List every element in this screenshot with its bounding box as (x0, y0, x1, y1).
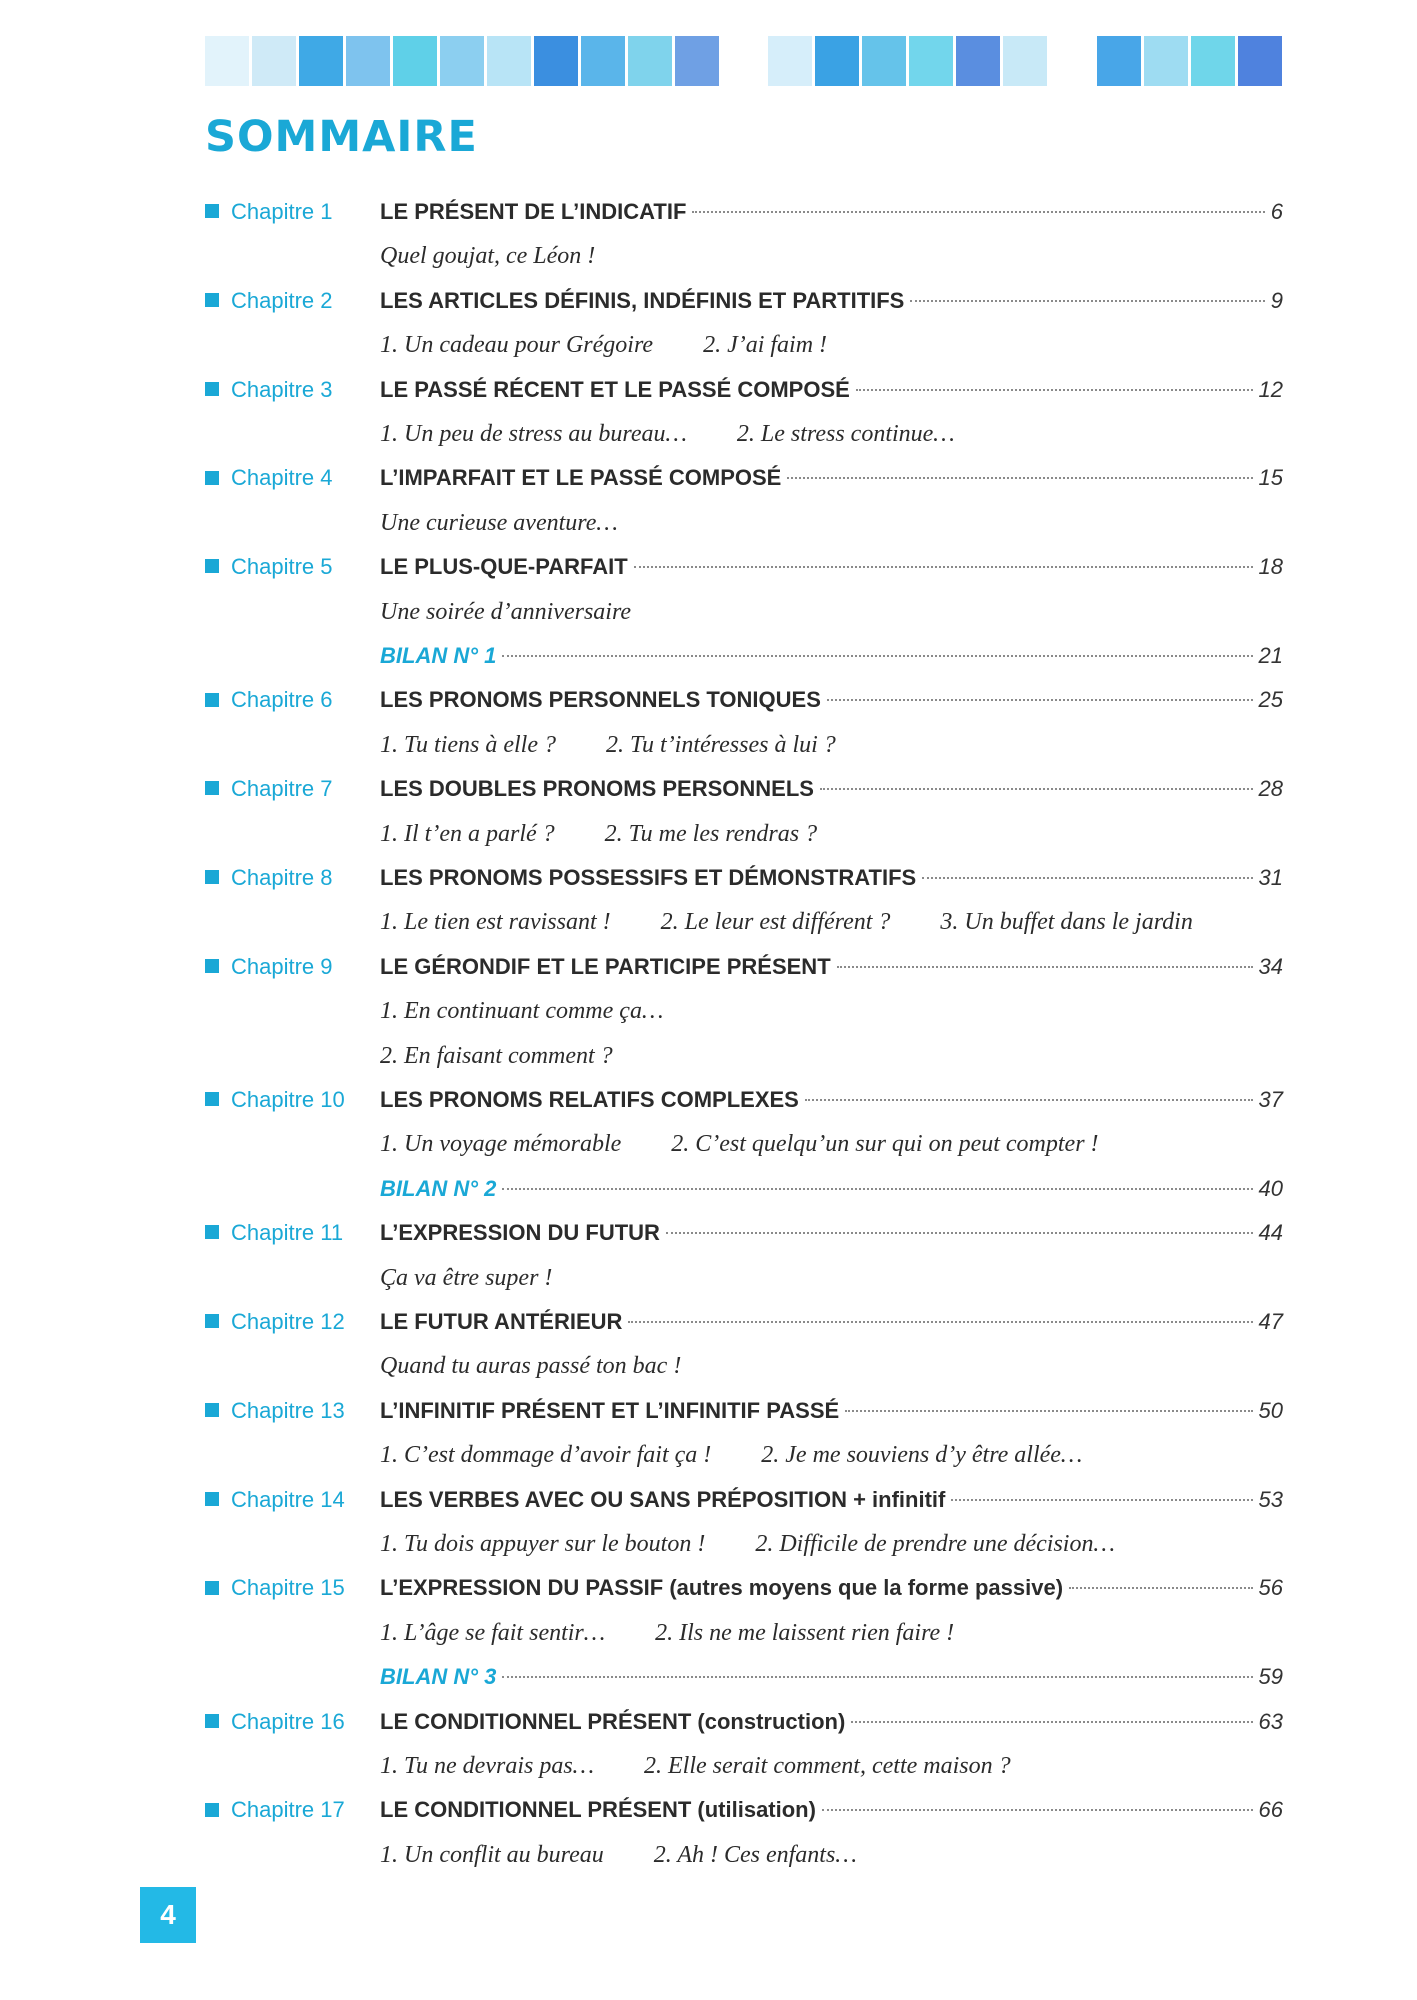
chapter-number: Chapitre 16 (231, 1708, 345, 1734)
chapter-title: LES PRONOMS PERSONNELS TONIQUES (380, 687, 821, 713)
page-ref: 56 (1258, 1575, 1283, 1601)
section-subtitle: Une curieuse aventure… (380, 509, 618, 536)
section-subtitle: 1. Le tien est ravissant ! (380, 909, 611, 936)
dot-leader (856, 389, 1253, 391)
toc-chapter-row (0, 947, 1417, 987)
toc-entry[interactable] (380, 1080, 1283, 1120)
section-subtitle: Quel goujat, ce Léon ! (380, 243, 596, 270)
toc-entry[interactable] (380, 1391, 1283, 1431)
chapter-label (205, 458, 333, 498)
section-subtitles (380, 814, 867, 854)
chapter-number: Chapitre 1 (231, 199, 333, 224)
toc-subtitle-row (0, 1258, 1417, 1298)
chapter-label (205, 1568, 345, 1608)
dot-leader (827, 699, 1253, 701)
toc-chapter-row (0, 1213, 1417, 1253)
dot-leader (502, 1188, 1252, 1190)
toc-entry[interactable] (380, 192, 1283, 232)
dot-leader (845, 1410, 1252, 1412)
toc-subtitle-row (0, 325, 1417, 365)
section-subtitle: 2. J’ai faim ! (703, 332, 828, 359)
chapter-number: Chapitre 12 (231, 1309, 345, 1334)
chapter-number: Chapitre 9 (231, 953, 333, 979)
chapter-title: LES VERBES AVEC OU SANS PRÉPOSITION + infinitif (380, 1486, 946, 1512)
dot-leader (820, 788, 1253, 790)
toc-bilan-row (0, 636, 1417, 676)
square-bullet-icon (205, 781, 219, 795)
section-subtitle: 1. Tu tiens à elle ? (380, 731, 556, 758)
section-subtitles (380, 1346, 731, 1386)
toc-entry[interactable] (380, 1302, 1283, 1342)
section-subtitle: 1. Un voyage mémorable (380, 1131, 622, 1158)
section-subtitles (380, 592, 681, 632)
section-subtitle: 1. Un cadeau pour Grégoire (380, 332, 654, 359)
page-ref: 63 (1258, 1708, 1283, 1734)
toc-subtitle-row (0, 725, 1417, 765)
dot-leader (502, 655, 1252, 657)
dot-leader (951, 1499, 1252, 1501)
header-tile (534, 36, 578, 86)
chapter-number: Chapitre 2 (231, 287, 333, 313)
chapter-label (205, 1213, 343, 1253)
section-subtitles (380, 1124, 1149, 1164)
page-ref: 37 (1258, 1087, 1283, 1112)
page-ref: 34 (1258, 953, 1283, 979)
square-bullet-icon (205, 1314, 219, 1328)
toc-subtitle-row (0, 814, 1417, 854)
page-ref: 12 (1258, 376, 1283, 402)
page-ref: 53 (1258, 1486, 1283, 1512)
chapter-number: Chapitre 11 (231, 1220, 344, 1246)
section-subtitles (380, 902, 1243, 942)
section-subtitles (380, 1613, 1004, 1653)
dot-leader (910, 300, 1264, 302)
header-tile (205, 36, 249, 86)
toc-entry[interactable] (380, 547, 1283, 587)
section-subtitles (380, 325, 877, 365)
toc-chapter-row (0, 858, 1417, 898)
dot-leader (666, 1232, 1253, 1234)
chapter-label (205, 370, 333, 410)
toc-entry[interactable] (380, 1568, 1283, 1608)
toc-entry[interactable] (380, 1169, 1283, 1209)
toc-entry[interactable] (380, 1480, 1283, 1520)
toc-entry[interactable] (380, 858, 1283, 898)
chapter-number: Chapitre 8 (231, 865, 333, 890)
section-subtitle: 2. Elle serait comment, cette maison ? (644, 1753, 1011, 1779)
dot-leader (634, 566, 1253, 568)
section-subtitle: 2. Difficile de prendre une décision… (755, 1531, 1115, 1557)
section-subtitle: 2. Le leur est différent ? (660, 909, 891, 936)
toc-subtitle-row (0, 1746, 1417, 1786)
toc-chapter-row (0, 769, 1417, 809)
header-tile (956, 36, 1000, 86)
square-bullet-icon (205, 959, 219, 973)
chapter-title: LE PLUS-QUE-PARFAIT (380, 554, 628, 580)
section-subtitles (380, 236, 645, 276)
chapter-label (205, 680, 333, 720)
page-ref: 15 (1258, 465, 1283, 491)
section-subtitles (380, 1835, 907, 1875)
dot-leader (805, 1099, 1253, 1101)
square-bullet-icon (205, 471, 219, 485)
section-subtitle: Ça va être super ! (380, 1264, 553, 1291)
toc-chapter-row (0, 547, 1417, 587)
header-tile (252, 36, 296, 86)
header-tile (768, 36, 812, 86)
square-bullet-icon (205, 1581, 219, 1595)
toc-subtitle-row (0, 1346, 1417, 1386)
toc-subtitle-row (0, 236, 1417, 276)
section-subtitle: Une soirée d’anniversaire (380, 598, 632, 625)
header-tile (346, 36, 390, 86)
square-bullet-icon (205, 1092, 219, 1106)
header-tile (1238, 36, 1282, 86)
chapter-number: Chapitre 5 (231, 554, 333, 580)
toc-subtitle-row (0, 592, 1417, 632)
toc-chapter-row (0, 370, 1417, 410)
chapter-number: Chapitre 14 (231, 1486, 345, 1512)
section-subtitle: 1. Un conflit au bureau (380, 1841, 604, 1868)
section-subtitle: 1. Tu dois appuyer sur le bouton ! (380, 1531, 706, 1557)
page-ref: 25 (1258, 687, 1283, 713)
header-tile (675, 36, 719, 86)
page-ref: 18 (1258, 554, 1283, 580)
page-ref: 21 (1258, 643, 1283, 668)
section-subtitles (380, 1746, 1061, 1786)
chapter-title: LES ARTICLES DÉFINIS, INDÉFINIS ET PARTITIFS (380, 287, 905, 313)
chapter-title: LE CONDITIONNEL PRÉSENT (construction) (380, 1708, 846, 1734)
dot-leader (1069, 1587, 1252, 1589)
chapter-label (205, 1302, 345, 1342)
square-bullet-icon (205, 559, 219, 573)
header-tiles (205, 36, 1285, 86)
chapter-title: LE CONDITIONNEL PRÉSENT (utilisation) (380, 1797, 816, 1823)
square-bullet-icon (205, 293, 219, 307)
toc-chapter-row (0, 192, 1417, 232)
chapter-label (205, 1480, 345, 1520)
chapter-title: LE GÉRONDIF ET LE PARTICIPE PRÉSENT (380, 953, 831, 979)
header-tile (440, 36, 484, 86)
toc-subtitle-row (0, 1036, 1417, 1076)
section-subtitle: 2. Je me souviens d’y être allée… (761, 1442, 1083, 1469)
section-subtitle: 2. Tu me les rendras ? (604, 820, 818, 847)
page-ref: 28 (1258, 776, 1283, 802)
toc-entry[interactable] (380, 680, 1283, 720)
bilan-title: BILAN N° 3 (380, 1664, 497, 1690)
toc-subtitle-row (0, 414, 1417, 454)
section-subtitle: 2. Ils ne me laissent rien faire ! (655, 1619, 955, 1646)
chapter-number: Chapitre 13 (231, 1397, 345, 1423)
section-subtitles (380, 1258, 602, 1298)
toc-entry[interactable] (380, 1213, 1283, 1253)
header-tile (1003, 36, 1047, 86)
section-subtitle: 2. Le stress continue… (736, 421, 955, 447)
section-subtitle: 3. Un buffet dans le jardin (940, 909, 1193, 936)
square-bullet-icon (205, 870, 219, 884)
toc-entry[interactable] (380, 636, 1283, 676)
section-subtitle: 2. En faisant comment ? (380, 1042, 613, 1069)
toc-subtitle-row (0, 1613, 1417, 1653)
toc-entry[interactable] (380, 370, 1283, 410)
header-tile (722, 36, 766, 86)
toc-bilan-row (0, 1657, 1417, 1697)
toc-chapter-row (0, 680, 1417, 720)
toc-chapter-row (0, 1568, 1417, 1608)
chapter-title: L’EXPRESSION DU PASSIF (autres moyens que la forme passive) (380, 1575, 1064, 1601)
toc-entry[interactable] (380, 281, 1283, 321)
section-subtitle: Quand tu auras passé ton bac ! (380, 1353, 682, 1380)
toc-chapter-row (0, 1480, 1417, 1520)
chapter-label (205, 1080, 345, 1120)
toc-subtitle-row (0, 1435, 1417, 1475)
square-bullet-icon (205, 693, 219, 707)
section-subtitle: 1. Tu ne devrais pas… (380, 1753, 595, 1779)
toc-entry[interactable] (380, 947, 1283, 987)
section-subtitle: 2. Ah ! Ces enfants… (653, 1841, 857, 1868)
square-bullet-icon (205, 1492, 219, 1506)
page-ref: 47 (1258, 1309, 1283, 1334)
section-subtitle: 1. Un peu de stress au bureau… (380, 421, 687, 447)
chapter-label (205, 858, 333, 898)
section-subtitles (380, 414, 1005, 454)
header-tile (862, 36, 906, 86)
toc-subtitle-row (0, 1835, 1417, 1875)
toc-entry[interactable] (380, 1702, 1283, 1742)
section-subtitles (380, 1524, 1165, 1564)
toc-chapter-row (0, 1391, 1417, 1431)
header-tile (1144, 36, 1188, 86)
section-subtitle: 2. Tu t’intéresses à lui ? (606, 731, 836, 758)
chapter-number: Chapitre 4 (231, 465, 333, 491)
page-ref: 66 (1258, 1797, 1283, 1823)
chapter-title: LE PRÉSENT DE L’INDICATIF (380, 199, 687, 224)
page-title: SOMMAIRE (205, 112, 478, 162)
toc-subtitle-row (0, 503, 1417, 543)
toc-entry[interactable] (380, 1657, 1283, 1697)
header-tile (581, 36, 625, 86)
chapter-number: Chapitre 6 (231, 687, 333, 713)
square-bullet-icon (205, 204, 219, 218)
toc-subtitle-row (0, 902, 1417, 942)
chapter-label (205, 547, 333, 587)
chapter-title: LES PRONOMS RELATIFS COMPLEXES (380, 1087, 799, 1112)
toc-entry[interactable] (380, 769, 1283, 809)
section-subtitle: 1. Il t’en a parlé ? (380, 820, 555, 847)
dot-leader (692, 211, 1264, 213)
header-tile (299, 36, 343, 86)
toc-chapter-row (0, 458, 1417, 498)
toc-chapter-row (0, 1702, 1417, 1742)
page-ref: 40 (1258, 1175, 1283, 1201)
page-number: 4 (140, 1887, 196, 1943)
chapter-number: Chapitre 17 (231, 1797, 345, 1823)
chapter-title: L’INFINITIF PRÉSENT ET L’INFINITIF PASSÉ (380, 1397, 840, 1423)
header-tile (1097, 36, 1141, 86)
toc-chapter-row (0, 1302, 1417, 1342)
chapter-label (205, 281, 333, 321)
dot-leader (822, 1809, 1253, 1811)
section-subtitle: 2. C’est quelqu’un sur qui on peut compter ! (671, 1131, 1099, 1158)
toc-subtitle-row (0, 1524, 1417, 1564)
toc-chapter-row (0, 281, 1417, 321)
dot-leader (922, 877, 1252, 879)
page-ref: 44 (1258, 1220, 1283, 1246)
header-tile (909, 36, 953, 86)
section-subtitle: 1. L’âge se fait sentir… (380, 1619, 606, 1646)
toc-chapter-row (0, 1080, 1417, 1120)
page-ref: 50 (1258, 1397, 1283, 1423)
header-tile (487, 36, 531, 86)
toc-entry[interactable] (380, 1790, 1283, 1830)
section-subtitles (380, 725, 886, 765)
toc-subtitle-row (0, 991, 1417, 1031)
page-ref: 9 (1270, 287, 1283, 313)
chapter-label (205, 769, 333, 809)
section-subtitle: 1. En continuant comme ça… (380, 998, 664, 1025)
dot-leader (628, 1321, 1252, 1323)
chapter-title: LE PASSÉ RÉCENT ET LE PASSÉ COMPOSÉ (380, 376, 850, 402)
dot-leader (837, 966, 1253, 968)
toc-entry[interactable] (380, 458, 1283, 498)
dot-leader (502, 1676, 1252, 1678)
chapter-label (205, 1702, 345, 1742)
chapter-title: LE FUTUR ANTÉRIEUR (380, 1309, 623, 1334)
page-ref: 6 (1270, 199, 1283, 224)
chapter-number: Chapitre 10 (231, 1087, 345, 1112)
bilan-title: BILAN N° 1 (380, 643, 497, 668)
chapter-title: L’IMPARFAIT ET LE PASSÉ COMPOSÉ (380, 465, 782, 491)
section-subtitles (380, 1036, 663, 1076)
chapter-number: Chapitre 7 (231, 776, 333, 802)
section-subtitles (380, 503, 668, 543)
toc-subtitle-row (0, 1124, 1417, 1164)
chapter-label (205, 1790, 345, 1830)
chapter-number: Chapitre 15 (231, 1575, 345, 1601)
page-ref: 59 (1258, 1664, 1283, 1690)
chapter-title: LES PRONOMS POSSESSIFS ET DÉMONSTRATIFS (380, 865, 917, 890)
chapter-label (205, 1391, 345, 1431)
header-tile (815, 36, 859, 86)
chapter-label (205, 947, 333, 987)
square-bullet-icon (205, 382, 219, 396)
square-bullet-icon (205, 1403, 219, 1417)
header-tile (1191, 36, 1235, 86)
header-tile (628, 36, 672, 86)
chapter-title: L’EXPRESSION DU FUTUR (380, 1220, 660, 1246)
dot-leader (787, 477, 1252, 479)
section-subtitle: 1. C’est dommage d’avoir fait ça ! (380, 1442, 712, 1469)
toc-chapter-row (0, 1790, 1417, 1830)
header-tile (393, 36, 437, 86)
section-subtitles (380, 991, 713, 1031)
chapter-title: LES DOUBLES PRONOMS PERSONNELS (380, 776, 814, 802)
header-tile (1050, 36, 1094, 86)
page-ref: 31 (1258, 865, 1283, 890)
square-bullet-icon (205, 1803, 219, 1817)
square-bullet-icon (205, 1225, 219, 1239)
toc-bilan-row (0, 1169, 1417, 1209)
bilan-title: BILAN N° 2 (380, 1175, 497, 1201)
chapter-label (205, 192, 333, 232)
square-bullet-icon (205, 1714, 219, 1728)
section-subtitles (380, 1435, 1132, 1475)
dot-leader (851, 1721, 1252, 1723)
chapter-number: Chapitre 3 (231, 376, 333, 402)
